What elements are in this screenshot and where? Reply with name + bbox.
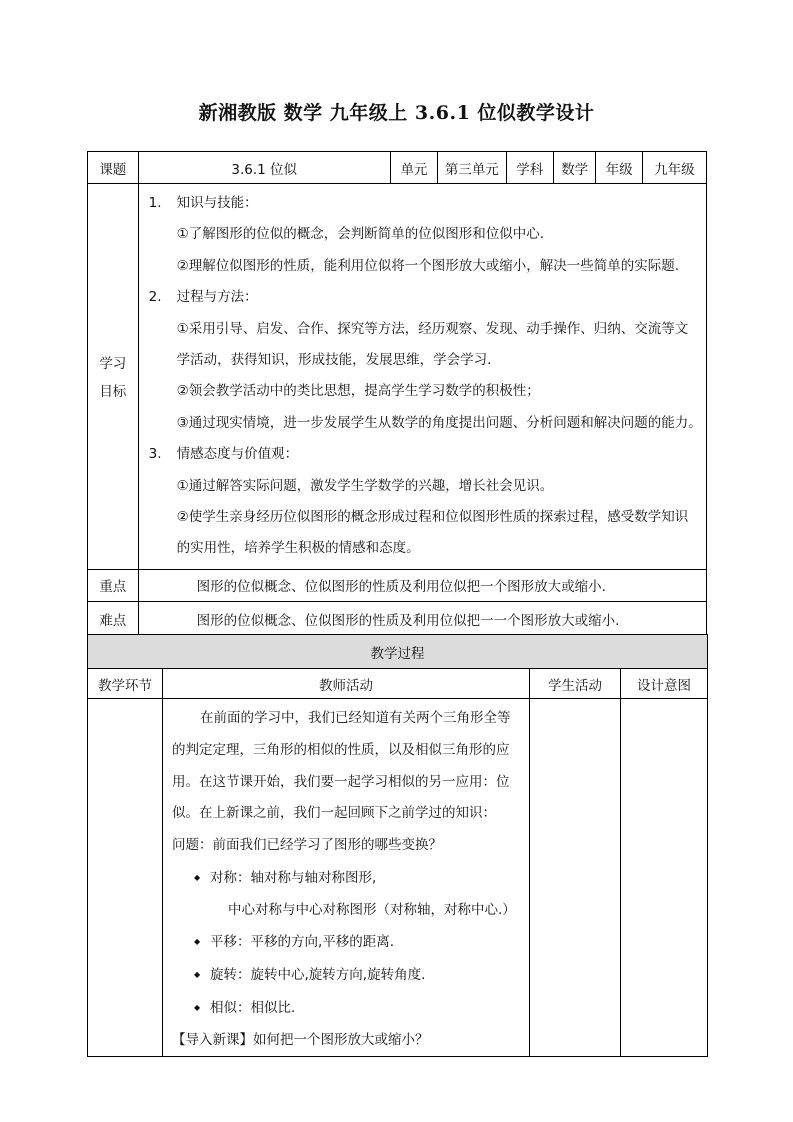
goal-item: ②理解位似图形的性质，能利用位似将一个图形放大或缩小，解决一些简单的实际题. [176,257,680,274]
lesson-value: 3.6.1 位似 [138,152,390,184]
goal-item: 学活动，获得知识，形成技能，发展思维，学会学习. [176,352,492,369]
bullet-subline: 中心对称与中心对称图形（对称轴，对称中心.） [228,901,516,918]
goals-label-line1: 学习 [99,356,127,373]
grade-value: 九年级 [642,152,706,184]
goal-section-title: 知识与技能： [176,195,258,211]
bullet-item [172,862,521,895]
column-stage: 教学环节 [88,669,163,699]
bullet-text: 旋转：旋转中心,旋转方向,旋转角度. [210,967,426,984]
unit-value: 第三单元 [438,152,506,184]
diamond-bullet-icon: ◆ [194,937,201,947]
intro-question: 问题：前面我们已经学习了图形的哪些变换？ [172,837,442,854]
lesson-label: 课题 [88,152,139,184]
goal-section-1-heading [147,188,700,219]
goal-section-title: 情感态度与价值观： [176,446,299,463]
bullet-item [172,992,521,1025]
bullet-text: 相似：相似比. [210,999,296,1016]
diamond-bullet-icon: ◆ [194,970,201,980]
goal-section-number: 1. [148,195,162,211]
key-point-text: 图形的位似概念、位似图形的性质及利用位似把一个图形放大或缩小. [138,569,706,601]
lead-in-line: 【导入新课】如何把一个图形放大或缩小？ [172,1031,429,1048]
stage-cell [88,699,163,1057]
bullet-text: 平移：平移的方向,平移的距离. [210,934,395,951]
subject-value: 数学 [554,152,596,184]
unit-label: 单元 [390,152,438,184]
design-intent-cell [621,699,708,1057]
column-teacher-activity: 教师活动 [163,669,530,699]
goals-label [88,184,139,570]
intro-line: 在前面的学习中，我们已经知道有关两个三角形全等 [200,710,511,726]
process-header-row [88,635,708,669]
goal-item: ②使学生亲身经历位似图形的概念形成过程和位似图形性质的探索过程，感受数学知识 [176,509,689,526]
process-columns-row [88,669,708,699]
intro-line: 用。在这节课开始，我们要一起学习相似的另一应用：位 [172,773,510,790]
key-point-row [88,569,707,601]
difficulty-text: 图形的位似概念、位似图形的性质及利用位似把一一个图形放大或缩小. [138,601,706,636]
difficulty-label: 难点 [88,601,139,636]
diamond-bullet-icon: ◆ [194,872,201,882]
key-point-label: 重点 [88,569,139,601]
column-student-activity: 学生活动 [530,669,621,699]
goal-item: ①了解图形的位似的概念，会判断简单的位似图形和位似中心. [176,226,545,243]
intro-line: 的判定定理，三角形的相似的性质，以及相似三角形的应 [172,741,510,758]
intro-line: 似。在上新课之前，我们一起回顾下之前学过的知识： [172,805,496,822]
goal-section-2-heading [147,282,700,313]
difficulty-row [88,601,707,636]
goal-section-title: 过程与方法： [176,289,258,306]
diamond-bullet-icon: ◆ [194,1002,201,1012]
goals-row [88,184,707,570]
goal-item: ①通过解答实际问题，激发学生学数学的兴趣，增长社会见识。 [176,477,554,494]
goal-item: 的实用性，培养学生积极的情感和态度。 [176,540,420,557]
goal-item: ②领会教学活动中的类比思想，提高学生学习数学的积极性； [176,383,540,400]
lesson-info-table [87,151,707,637]
process-body-row [88,699,708,1057]
column-design-intent: 设计意图 [621,669,708,699]
subject-label: 学科 [506,152,554,184]
goals-content [138,184,706,570]
bullet-item [172,959,521,992]
process-header: 教学过程 [88,635,708,669]
teaching-process-table [87,634,708,1057]
goal-item: ③通过现实情境，进一步发展学生从数学的角度提出问题、分析问题和解决问题的能力。 [176,414,702,431]
grade-label: 年级 [596,152,643,184]
goal-item: ①采用引导、启发、合作、探究等方法，经历观察、发现、动手操作、归纳、交流等文 [176,320,689,337]
student-activity-cell [530,699,621,1057]
goal-section-number: 3. [148,446,162,463]
document-title: 新湘教版 数学 九年级上 3.6.1 位似教学设计 [198,102,595,124]
bullet-text: 对称：轴对称与轴对称图形, [210,869,377,886]
goal-section-3-heading [147,439,700,470]
goal-section-number: 2. [148,289,162,306]
bullet-item [172,926,521,959]
header-row [88,152,707,184]
goals-label-line2: 目标 [99,384,127,401]
teacher-activity-cell [163,699,530,1057]
